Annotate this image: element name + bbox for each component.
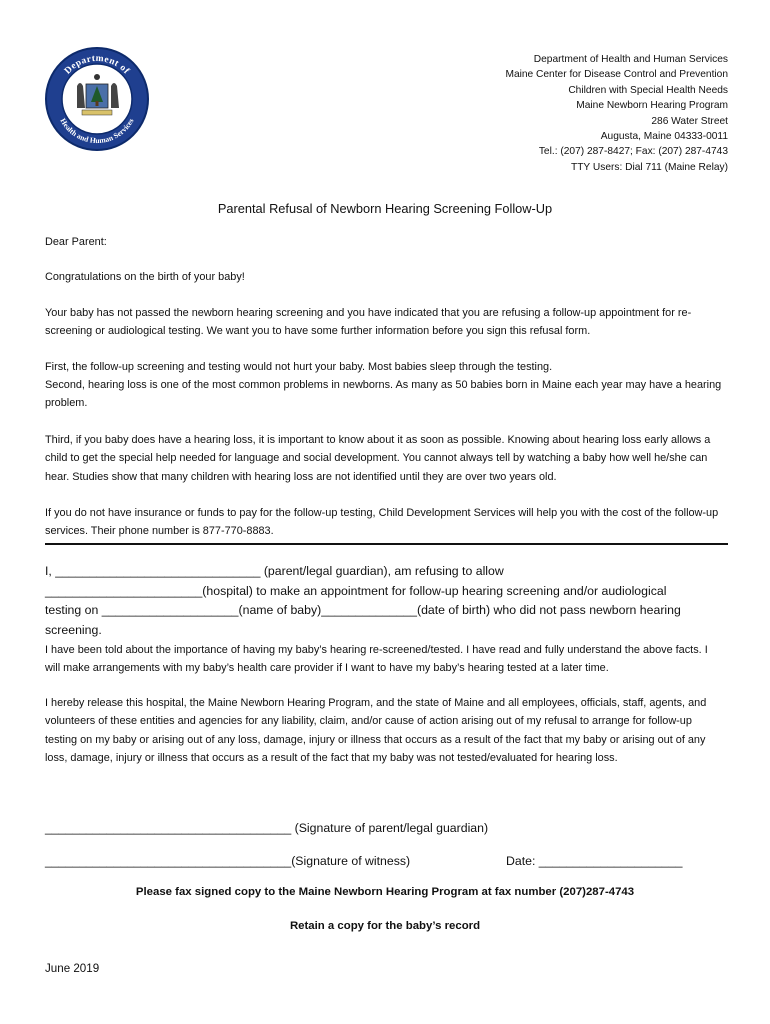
page-title: Parental Refusal of Newborn Hearing Screening Follow-Up: [217, 201, 553, 216]
fax-instruction: Please fax signed copy to the Maine Newborn Hearing Program at fax number (207)287-4743: [135, 886, 635, 898]
department-seal-logo: [44, 46, 150, 152]
paragraph-refusal-info: Your baby has not passed the newborn hearing screening and you have indicated that you are refusing a follow-up appointment for re-screening or audiological testing. We want you to have some further information before you sign this refusal form.: [45, 307, 692, 338]
refusal-line-baby: testing on ____________________(name of baby)______________(date of birth) who did not pass newborn hearing: [45, 603, 681, 618]
seal-bottom-text: Health and Human Services: [58, 116, 136, 146]
paragraph-cost-help: If you do not have insurance or funds to pay for the follow-up testing, Child Development Services will help you with the cost of the follow-up services. Their phone number is 877-770-8883.: [45, 507, 719, 538]
revision-date: June 2019: [45, 962, 100, 975]
address-line: Maine Center for Disease Control and Prevention: [505, 69, 728, 81]
refusal-line-end: screening.: [45, 622, 102, 637]
paragraph-third-reason: Third, if you baby does have a hearing loss, it is important to know about it as soon as possible. Knowing about hearing loss early allows a child to get the special help needed for language and social development. You cannot always tell by watching a baby how well he/she can hear. Studies show that many children with hearing loss are not identified until they are over two years old.: [45, 434, 711, 483]
refusal-line-hospital: _______________________(hospital) to make an appointment for follow-up hearing screening and/or audiological: [45, 583, 667, 598]
address-block: [368, 52, 728, 175]
seal-icon: [44, 46, 150, 152]
address-line: Maine Newborn Hearing Program: [576, 100, 728, 112]
date-field-line[interactable]: Date: _____________________: [506, 854, 683, 868]
paragraph-first-reason: First, the follow-up screening and testing would not hurt your baby. Most babies sleep through the testing.: [45, 361, 553, 373]
address-line: TTY Users: Dial 711 (Maine Relay): [570, 161, 728, 173]
congratulations-text: Congratulations on the birth of your baby!: [45, 271, 245, 283]
salutation: Dear Parent:: [45, 236, 107, 248]
paragraph-second-reason: Second, hearing loss is one of the most common problems in newborns. As many as 50 babies born in Maine each year may have a hearing problem.: [45, 379, 722, 410]
section-divider: [45, 543, 728, 545]
seal-top-text: Department of: [62, 53, 132, 77]
refusal-statement: [45, 562, 735, 640]
retain-instruction: Retain a copy for the baby’s record: [289, 920, 481, 932]
parent-signature-line[interactable]: ____________________________________ (Signature of parent/legal guardian): [45, 821, 489, 835]
acknowledgement-paragraph: I have been told about the importance of having my baby’s hearing re-screened/tested. I have read and fully understand the above facts. I will make arrangements with my baby’s health care provider if I want to have my baby’s hearing tested at a later time.: [45, 644, 708, 675]
address-line: Children with Special Health Needs: [568, 84, 728, 96]
address-line: Department of Health and Human Services: [533, 54, 728, 65]
address-line: Augusta, Maine 04333-0011: [600, 131, 728, 143]
release-paragraph: I hereby release this hospital, the Maine Newborn Hearing Program, and the state of Maine and all employees, officials, staff, agents, and volunteers of these entities and agencies for any liability, claim, and/or cause of action arising out of my refusal to arrange for follow-up testing on my baby or arising out of any loss, damage, injury or illness that occurs as a result of the fact that my baby or arising out of any loss, damage, injury or illness that occurs as a result of the fact that my baby was not tested/evaluated for hearing loss.: [45, 697, 707, 764]
address-line: 286 Water Street: [651, 115, 728, 127]
refusal-line-parent: I, ______________________________ (parent/legal guardian), am refusing to allow: [45, 564, 504, 578]
witness-signature-line[interactable]: ____________________________________(Signature of witness): [45, 854, 411, 868]
address-line: Tel.: (207) 287-8427; Fax: (207) 287-4743: [538, 146, 728, 158]
